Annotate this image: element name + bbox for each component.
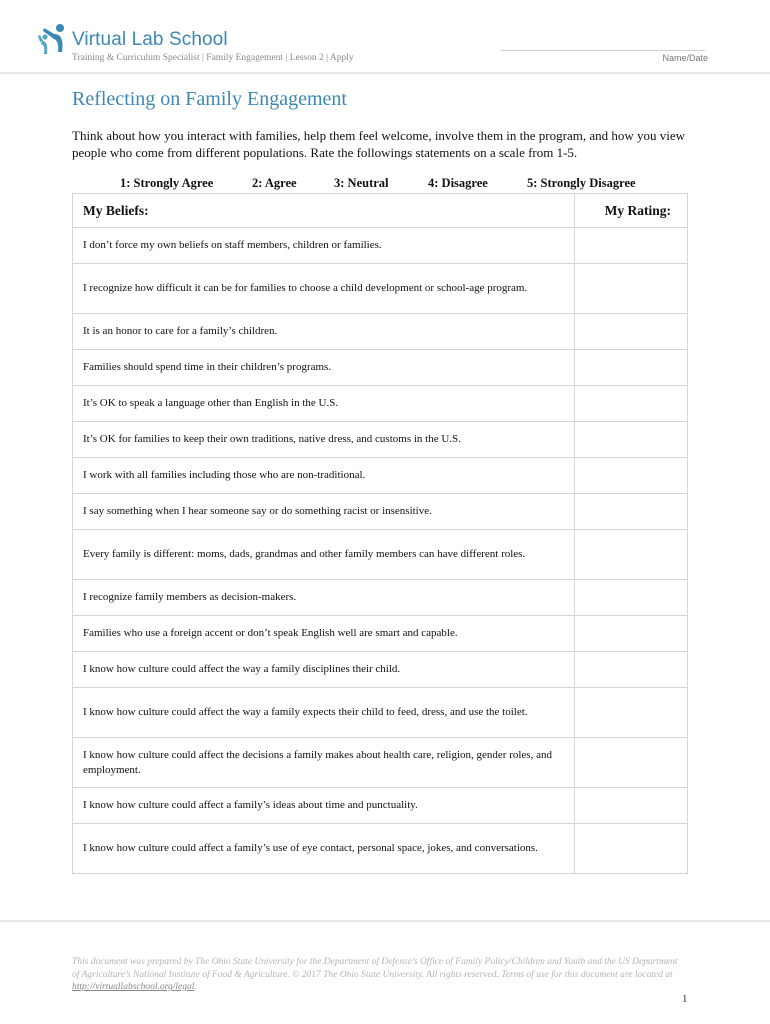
belief-statement: I recognize how difficult it can be for families to choose a child development or school-age program. (73, 264, 575, 314)
name-date-line (501, 50, 705, 51)
name-date-label: Name/Date (662, 53, 708, 63)
intro-paragraph: Think about how you interact with families, help them feel welcome, involve them in the program, and how you view people who come from different populations. Rate the followings statements on a scale from 1-5. (72, 128, 686, 160)
rating-cell[interactable] (574, 350, 687, 386)
belief-statement: It is an honor to care for a family’s children. (73, 314, 575, 350)
rating-cell[interactable] (574, 386, 687, 422)
beliefs-column-header: My Beliefs: (73, 194, 575, 228)
belief-statement: I know how culture could affect the decisions a family makes about health care, religion, gender roles, and employment. (73, 738, 575, 788)
rating-cell[interactable] (574, 314, 687, 350)
table-row (73, 386, 688, 422)
table-row (73, 458, 688, 494)
rating-cell[interactable] (574, 616, 687, 652)
legal-link[interactable]: http://virtuallabschool.org/legal (72, 982, 195, 992)
footer-notice (72, 956, 682, 994)
belief-statement: It’s OK to speak a language other than English in the U.S. (73, 386, 575, 422)
rating-cell[interactable] (574, 580, 687, 616)
belief-statement: Families should spend time in their children’s programs. (73, 350, 575, 386)
rating-cell[interactable] (574, 422, 687, 458)
rating-cell[interactable] (574, 788, 687, 824)
rating-cell[interactable] (574, 530, 687, 580)
scale-item-5: 5: Strongly Disagree (527, 176, 636, 190)
table-header-row (73, 194, 688, 228)
rating-cell[interactable] (574, 494, 687, 530)
beliefs-table (72, 193, 688, 874)
rating-scale (72, 176, 672, 192)
belief-statement: I recognize family members as decision-makers. (73, 580, 575, 616)
scale-item-4: 4: Disagree (428, 176, 488, 190)
rating-cell[interactable] (574, 652, 687, 688)
table-row (73, 688, 688, 738)
scale-item-1: 1: Strongly Agree (120, 176, 214, 190)
belief-statement: I know how culture could affect a family’s use of eye contact, personal space, jokes, and conversations. (73, 824, 575, 874)
page-number: 1 (682, 993, 688, 1005)
table-row (73, 652, 688, 688)
rating-cell[interactable] (574, 688, 687, 738)
table-row (73, 788, 688, 824)
table-row (73, 824, 688, 874)
belief-statement: I know how culture could affect a family’s ideas about time and punctuality. (73, 788, 575, 824)
rating-column-header: My Rating: (574, 194, 687, 228)
breadcrumb: Training & Curriculum Specialist | Family Engagement | Lesson 2 | Apply (72, 53, 354, 63)
header-divider (0, 72, 770, 74)
belief-statement: I know how culture could affect the way a family expects their child to feed, dress, and use the toilet. (73, 688, 575, 738)
logo-text: Virtual Lab School (72, 29, 228, 50)
page-header (38, 20, 708, 70)
rating-cell[interactable] (574, 228, 687, 264)
rating-cell[interactable] (574, 824, 687, 874)
belief-statement: Every family is different: moms, dads, grandmas and other family members can have different roles. (73, 530, 575, 580)
table-row (73, 494, 688, 530)
table-row (73, 738, 688, 788)
scale-item-2: 2: Agree (252, 176, 297, 190)
belief-statement: I don’t force my own beliefs on staff members, children or families. (73, 228, 575, 264)
footer-divider (0, 920, 770, 922)
table-row (73, 530, 688, 580)
page-title: Reflecting on Family Engagement (72, 88, 347, 110)
belief-statement: I work with all families including those who are non-traditional. (73, 458, 575, 494)
table-row (73, 580, 688, 616)
rating-cell[interactable] (574, 458, 687, 494)
table-row (73, 314, 688, 350)
table-row (73, 616, 688, 652)
belief-statement: It’s OK for families to keep their own traditions, native dress, and customs in the U.S. (73, 422, 575, 458)
table-row (73, 350, 688, 386)
footer-suffix: . (194, 982, 197, 992)
belief-statement: I say something when I hear someone say or do something racist or insensitive. (73, 494, 575, 530)
belief-statement: I know how culture could affect the way a family disciplines their child. (73, 652, 575, 688)
belief-statement: Families who use a foreign accent or don’t speak English well are smart and capable. (73, 616, 575, 652)
scale-item-3: 3: Neutral (334, 176, 389, 190)
table-row (73, 264, 688, 314)
footer-text: This document was prepared by The Ohio State University for the Department of Defense’s Office of Family Policy/Children and Youth and the US Department of Agriculture’s National Institute of Food & Agriculture. © 2017 The Ohio State University. All rights reserved. Terms of use for this document are located at (72, 957, 678, 980)
vls-logo-icon (38, 22, 70, 58)
rating-cell[interactable] (574, 264, 687, 314)
rating-cell[interactable] (574, 738, 687, 788)
table-row (73, 228, 688, 264)
table-row (73, 422, 688, 458)
